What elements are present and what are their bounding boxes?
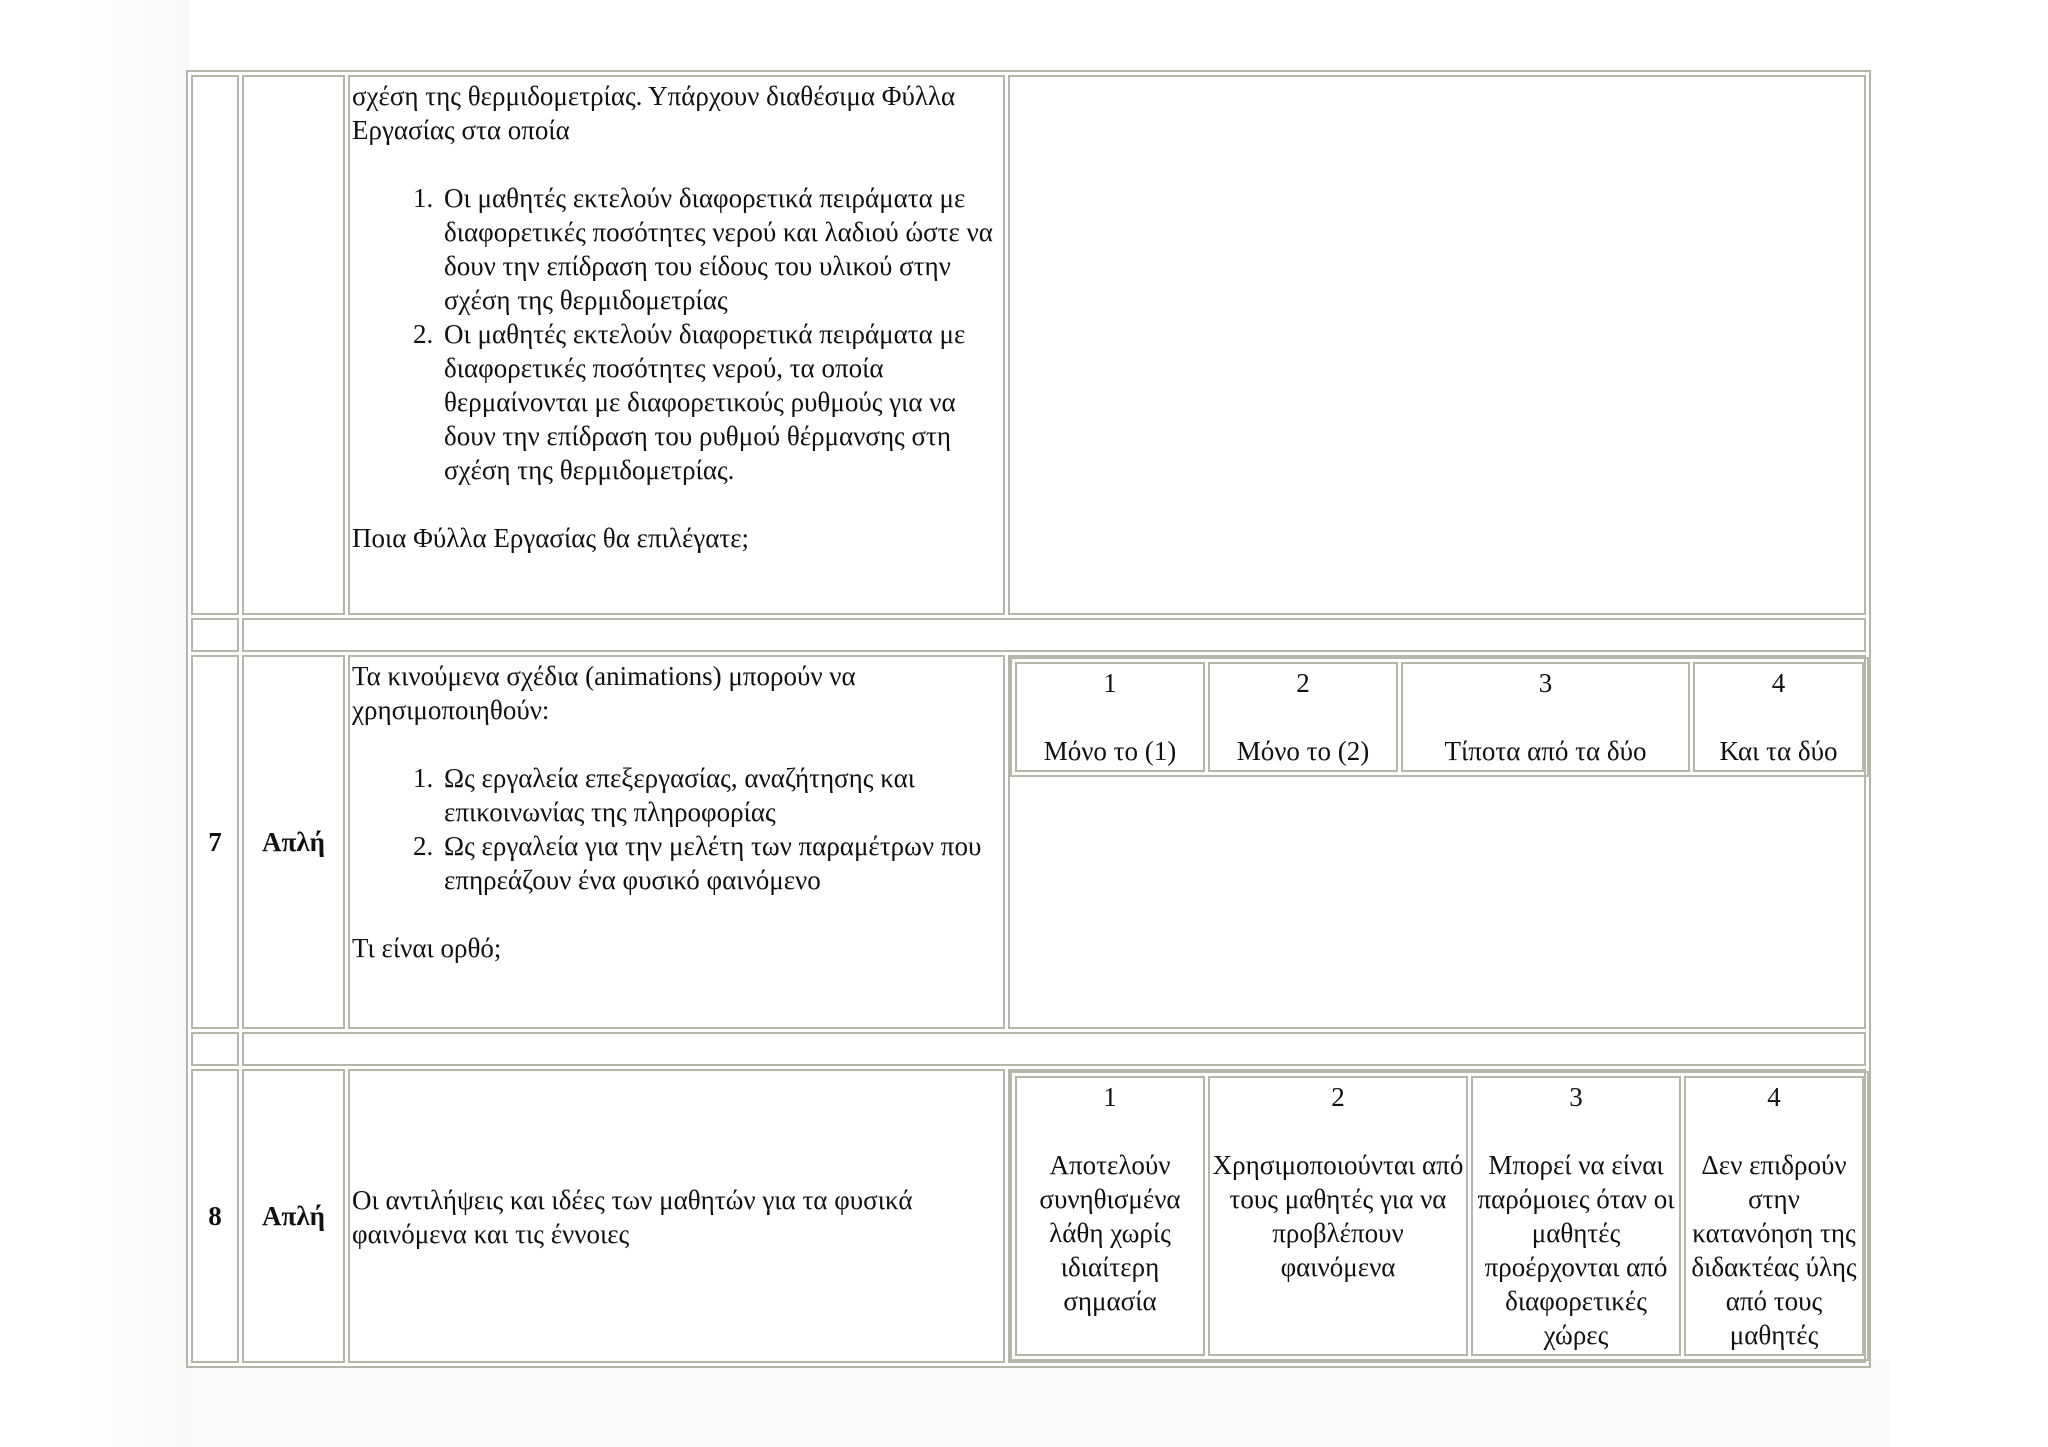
option-number: 1 [1103,668,1117,698]
question-7-answer-cell [1008,655,1866,1029]
question-6-item-2: 2. Οι μαθητές εκτελούν διαφορετικά πειράματα με διαφορετικές ποσότητες νερού, τα οποία θερμαίνονται με διαφορετικούς ρυθμούς για να δουν την επίδραση του ρυθμού θέρμανσης στη σχέση της θερμιδομετρίας. [440,317,1001,487]
option-text: Και τα δύο [1719,736,1838,766]
question-8-text-cell [348,1069,1005,1363]
question-6-question: Ποια Φύλλα Εργασίας θα επιλέγατε; [352,523,750,553]
option-text: Μόνο το (1) [1043,736,1177,766]
page-bottom-shade [190,1360,1890,1447]
question-8-option-4[interactable] [1684,1076,1864,1356]
question-7-item-1: 1. Ως εργαλεία επεξεργασίας, αναζήτησης και επικοινωνίας της πληροφορίας [440,761,1001,829]
document-page [186,70,1870,1352]
option-text: Δεν επιδρούν στην κατανόηση της διδακτέας ύλης από τους μαθητές [1691,1150,1857,1350]
question-7-list [352,761,1001,897]
question-7-option-4[interactable] [1693,662,1864,772]
question-6-number-cell [191,75,239,615]
option-text: Μόνο το (2) [1236,736,1370,766]
question-6-text: σχέση της θερμιδομετρίας. Υπάρχουν διαθέσιμα Φύλλα Εργασίας στα οποία [352,81,956,145]
question-7-options [1010,657,1869,777]
question-7-question: Τι είναι ορθό; [352,933,502,963]
option-number: 2 [1331,1082,1345,1112]
option-text: Χρησιμοποιούνται από τους μαθητές για να προβλέπουν φαινόμενα [1212,1150,1464,1282]
option-number: 1 [1103,1082,1117,1112]
question-6-text-cell [348,75,1005,615]
spacer-row-2 [191,1032,1866,1066]
question-7-option-2[interactable] [1208,662,1398,772]
questions-table [186,70,1871,1368]
option-number: 4 [1771,668,1786,698]
question-8-level: Απλή [242,1069,345,1363]
spacer-cell [191,618,239,652]
question-8-row [191,1069,1866,1363]
question-7-option-3[interactable] [1401,662,1690,772]
question-8-option-3[interactable] [1471,1076,1681,1356]
spacer-cell [242,618,1866,652]
question-8-option-1[interactable] [1015,1076,1205,1356]
option-number: 4 [1767,1082,1781,1112]
option-number: 3 [1569,1082,1583,1112]
question-7-option-1[interactable] [1015,662,1205,772]
option-text: Τίποτα από τα δύο [1444,736,1647,766]
question-7-text-cell [348,655,1005,1029]
question-8-text: Οι αντιλήψεις και ιδέες των μαθητών για τα φυσικά φαινόμενα και τις έννοιες [352,1185,913,1249]
question-8-option-2[interactable] [1208,1076,1468,1356]
question-7-level: Απλή [242,655,345,1029]
question-8-answer-cell [1008,1069,1866,1363]
option-number: 3 [1538,668,1553,698]
option-text: Μπορεί να είναι παρόμοιες όταν οι μαθητές προέρχονται από διαφορετικές χώρες [1477,1150,1675,1350]
question-7-intro: Τα κινούμενα σχέδια (animations) μπορούν να χρησιμοποιηθούν: [352,661,856,725]
question-6-list [352,181,1001,487]
question-8-number: 8 [191,1069,239,1363]
spacer-row-1 [191,618,1866,652]
question-6-level-cell [242,75,345,615]
page-margin-shade [0,0,190,1447]
spacer-cell [242,1032,1866,1066]
question-6-row [191,75,1866,615]
question-7-item-2: 2. Ως εργαλεία για την μελέτη των παραμέτρων που επηρεάζουν ένα φυσικό φαινόμενο [440,829,1001,897]
question-7-number: 7 [191,655,239,1029]
question-6-answer-cell [1008,75,1866,615]
question-7-row [191,655,1866,1029]
question-8-options [1010,1071,1869,1361]
question-6-item-1: 1. Οι μαθητές εκτελούν διαφορετικά πειράματα με διαφορετικές ποσότητες νερού και λαδιού ώστε να δουν την επίδραση του είδους του υλικού στην σχέση της θερμιδομετρίας [440,181,1001,317]
option-text: Αποτελούν συνηθισμένα λάθη χωρίς ιδιαίτερη σημασία [1039,1150,1181,1316]
spacer-cell [191,1032,239,1066]
option-number: 2 [1296,668,1310,698]
